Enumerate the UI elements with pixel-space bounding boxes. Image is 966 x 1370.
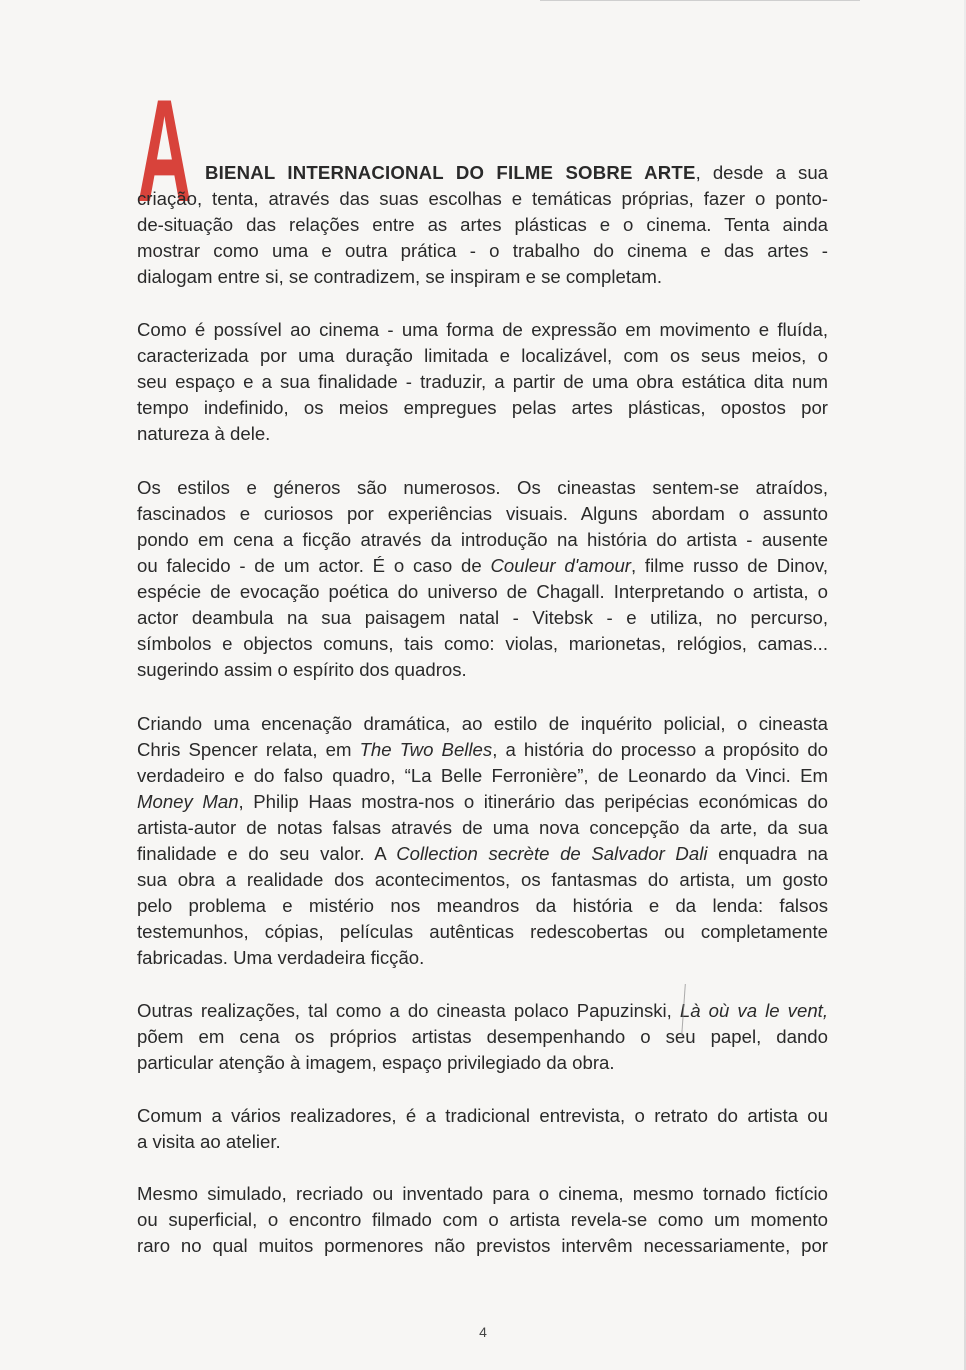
paragraph-line: caracterizada por uma duração limitada e localizável, com os seus meios, o xyxy=(137,345,828,366)
paragraph-line: ou superficial, o encontro filmado com o artista revela-se como um momento xyxy=(137,1209,828,1230)
paragraph-line: põem em cena os próprios artistas desempenhando o seu papel, dando xyxy=(137,1026,828,1047)
paragraph-line: pelo problema e mistério nos meandros da história e da lenda: falsos xyxy=(137,895,828,916)
film-title: Là où va le vent, xyxy=(679,1000,828,1021)
film-title: Money Man xyxy=(137,791,239,812)
paragraph-line: natureza à dele. xyxy=(137,423,271,444)
drop-cap: A xyxy=(137,69,192,232)
paragraph-3 xyxy=(137,475,828,683)
paragraph-line: verdadeiro e do falso quadro, “La Belle Ferronière”, de Leonardo da Vinci. Em xyxy=(137,765,828,786)
paragraph-5 xyxy=(137,998,828,1076)
paragraph-line: pondo em cena a ficção através da introdução na história do artista - ausente xyxy=(137,529,828,550)
film-title: Couleur d'amour xyxy=(490,555,631,576)
paragraph-line: espécie de evocação poética do universo de Chagall. Interpretando o artista, o xyxy=(137,581,828,602)
paragraph-line: sugerindo assim o espírito dos quadros. xyxy=(137,659,467,680)
paragraph-line: testemunhos, cópias, películas autênticas redescobertas ou completamente xyxy=(137,921,828,942)
paragraph-line: mostrar como uma e outra prática - o trabalho do cinema e das artes - xyxy=(137,240,828,261)
paragraph-line: BIENAL INTERNACIONAL DO FILME SOBRE ARTE, desde a sua xyxy=(205,162,828,183)
film-title: The Two Belles xyxy=(359,739,493,760)
paragraph-line: fabricadas. Uma verdadeira ficção. xyxy=(137,947,425,968)
paragraph-line: Como é possível ao cinema - uma forma de expressão em movimento e fluída, xyxy=(137,319,828,340)
paragraph-line: artista-autor de notas falsas através de uma nova concepção da arte, da sua xyxy=(137,817,828,838)
paragraph-line: Money Man, Philip Haas mostra-nos o itinerário das peripécias económicas do xyxy=(137,791,828,812)
paragraph-line: seu espaço e a sua finalidade - traduzir, a partir de uma obra estática dita num xyxy=(137,371,828,392)
paragraph-line: fascinados e curiosos por experiências visuais. Alguns abordam o assunto xyxy=(137,503,828,524)
paragraph-4 xyxy=(137,711,828,971)
paragraph-line: ou falecido - de um actor. É o caso de Couleur d'amour, filme russo de Dinov, xyxy=(137,555,829,576)
paragraph-line: actor deambula na sua paisagem natal - Vitebsk - e utiliza, no percurso, xyxy=(137,607,828,628)
lead-caps: BIENAL INTERNACIONAL DO FILME SOBRE ARTE xyxy=(205,162,696,183)
scan-artifact-line xyxy=(540,0,860,1)
paragraph-line: de-situação das relações entre as artes plásticas e o cinema. Tenta ainda xyxy=(137,214,828,235)
film-title: Collection secrète de Salvador Dali xyxy=(396,843,708,864)
paragraph-6 xyxy=(137,1103,828,1155)
paragraph-line: dialogam entre si, se contradizem, se inspiram e se completam. xyxy=(137,266,662,287)
paragraph-line: particular atenção à imagem, espaço privilegiado da obra. xyxy=(137,1052,615,1073)
paragraph-line: finalidade e do seu valor. A Collection secrète de Salvador Dali enquadra na xyxy=(137,843,828,864)
paragraph-7 xyxy=(137,1181,828,1259)
paragraph-line: criação, tenta, através das suas escolhas e temáticas próprias, fazer o ponto- xyxy=(137,188,828,209)
paragraph-line: Criando uma encenação dramática, ao estilo de inquérito policial, o cineasta xyxy=(137,713,828,734)
paragraph-line: tempo indefinido, os meios empregues pelas artes plásticas, opostos por xyxy=(137,397,828,418)
paragraph-2 xyxy=(137,317,828,447)
paragraph-line: Chris Spencer relata, em The Two Belles, a história do processo a propósito do xyxy=(137,739,828,760)
paragraph-line: a visita ao atelier. xyxy=(137,1131,281,1152)
paragraph-line: símbolos e objectos comuns, tais como: violas, marionetas, relógios, camas... xyxy=(137,633,828,654)
paragraph-1 xyxy=(137,160,828,290)
paragraph-line: Comum a vários realizadores, é a tradicional entrevista, o retrato do artista ou xyxy=(137,1105,828,1126)
paragraph-line: Mesmo simulado, recriado ou inventado para o cinema, mesmo tornado fictício xyxy=(137,1183,828,1204)
page-number: 4 xyxy=(479,1324,487,1340)
paragraph-line: Outras realizações, tal como a do cineasta polaco Papuzinski, Là où va le vent, xyxy=(137,1000,828,1021)
paragraph-line: raro no qual muitos pormenores não previstos intervêm necessariamente, por xyxy=(137,1235,828,1256)
paragraph-line: sua obra a realidade dos acontecimentos, os fantasmas do artista, um gosto xyxy=(137,869,828,890)
paragraph-line: Os estilos e géneros são numerosos. Os cineastas sentem-se atraídos, xyxy=(137,477,828,498)
